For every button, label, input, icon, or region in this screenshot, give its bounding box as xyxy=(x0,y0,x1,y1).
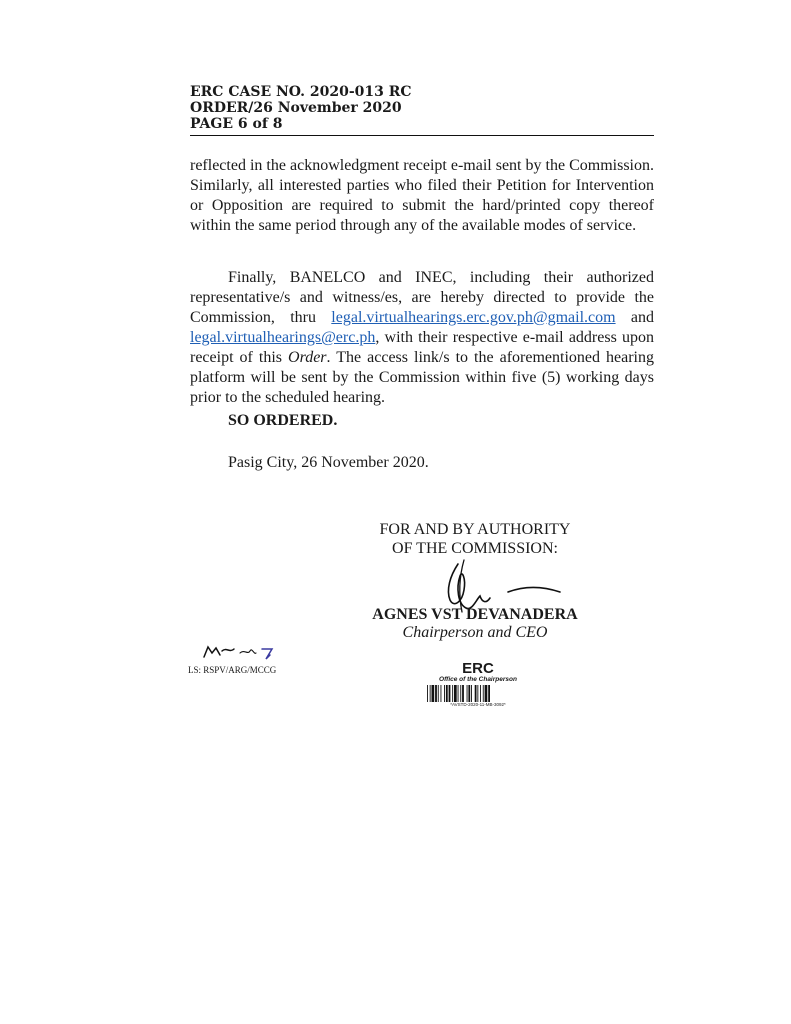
case-number: ERC CASE NO. 2020-013 RC xyxy=(190,84,412,100)
paragraph-directive xyxy=(190,268,654,408)
authority-line-2: OF THE COMMISSION: xyxy=(392,540,558,557)
email-link-gmail[interactable]: legal.virtualhearings.erc.gov.ph@gmail.com xyxy=(331,309,616,326)
page-number: PAGE 6 of 8 xyxy=(190,116,283,132)
erc-stamp xyxy=(424,662,532,708)
document-header xyxy=(190,84,654,132)
stamp-code: *AVSTD-2020-11-MB-3092* xyxy=(450,702,506,707)
initials-scribble xyxy=(200,643,280,663)
authority-block xyxy=(360,520,590,558)
paragraph-continuation: reflected in the acknowledgment receipt e-mail sent by the Commission. Similarly, all interested parties who filed their Petition for Intervention or Opposition are required to submit the hard/printed copy thereof within the same period through any of the available modes of service. xyxy=(190,157,654,234)
email-link-erc[interactable]: legal.virtualhearings@erc.ph xyxy=(190,329,376,346)
authority-line-1: FOR AND BY AUTHORITY xyxy=(379,521,571,538)
paragraph-directive-mid: , with their respective e-mail address upon receipt of this xyxy=(190,329,654,366)
header-rule xyxy=(190,135,654,136)
signatory-name: AGNES VST DEVANADERA xyxy=(372,606,578,623)
and-word: and xyxy=(615,309,654,326)
signatory-title: Chairperson and CEO xyxy=(402,624,548,641)
paragraph-directive-intro: Finally, BANELCO and INEC, including their authorized representative/s and witness/es, are hereby directed to provide the Commission, thru xyxy=(190,269,654,326)
stamp-org: ERC xyxy=(462,660,494,677)
stamp-office: Office of the Chairperson xyxy=(439,676,517,683)
barcode-image xyxy=(426,685,530,702)
initials-line: LS: RSPV/ARG/MCCG xyxy=(188,665,277,675)
place-date: Pasig City, 26 November 2020. xyxy=(228,454,429,471)
paragraph-directive-end: . The access link/s to the aforementioned hearing platform will be sent by the Commission within five (5) working days prior to the scheduled hearing. xyxy=(190,349,655,406)
order-word: Order xyxy=(288,349,327,366)
so-ordered: SO ORDERED. xyxy=(228,412,338,429)
order-date: ORDER/26 November 2020 xyxy=(190,100,402,116)
